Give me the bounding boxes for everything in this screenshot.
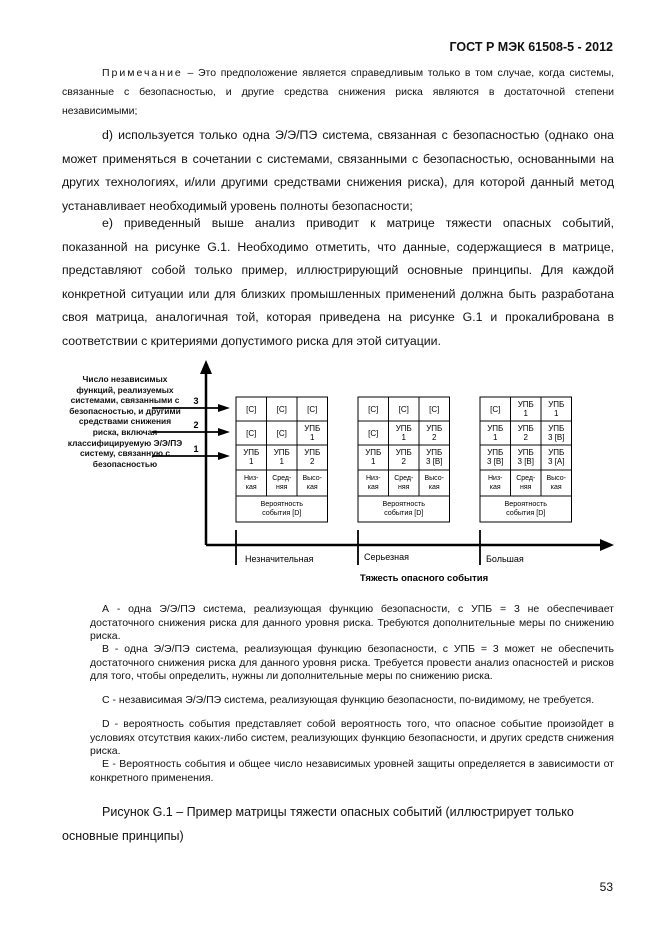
note-label: Примечание	[102, 67, 183, 79]
probability-header-text: Сред-няя	[272, 475, 292, 491]
matrix-cell-text: УПБ 1	[548, 400, 565, 418]
matrix-cell-text: УПБ 1	[487, 424, 504, 442]
y-axis-label: Число независимых функций, реализуемых системами, связанными с безопасностью, и другими средствами снижения риска, включая классифицируемую Э/Э/ПЭ систему, связанную с безопасностью	[67, 374, 183, 469]
matrix-cell-text: УПБ 1	[304, 424, 321, 442]
probability-header-cell	[419, 470, 450, 496]
level-arrow-head-3	[218, 404, 230, 412]
matrix-cell-text: [C]	[246, 405, 257, 414]
document-header: ГОСТ Р МЭК 61508-5 - 2012	[449, 40, 613, 54]
probability-header-cell	[297, 470, 328, 496]
matrix-1	[236, 397, 328, 522]
probability-label-text: Вероятность события [D]	[504, 499, 548, 517]
matrix-cell-text: [C]	[429, 405, 440, 414]
severity-label-1: Незначительная	[245, 554, 314, 564]
probability-label-text: Вероятность события [D]	[260, 499, 304, 517]
matrix-cell-text: УПБ 2	[395, 448, 412, 466]
matrix-cell-text: [C]	[398, 405, 409, 414]
probability-header-cell	[480, 470, 511, 496]
y-axis-arrow	[200, 360, 212, 374]
level-arrow-head-1	[218, 452, 230, 460]
level-number-2: 2	[193, 420, 199, 430]
probability-header-text: Высо-кая	[546, 475, 567, 491]
matrix-cell-text: УПБ 3 [B]	[517, 448, 534, 466]
probability-header-text: Низ-кая	[365, 475, 381, 491]
probability-header-text: Низ-кая	[243, 475, 259, 491]
legend-d: D - вероятность события представляет собой вероятность того, что опасное событие произойдет в условиях отсутствия каких-либо систем, реализующих функцию безопасности, и других средств снижения риска.	[90, 718, 614, 757]
severity-label-2: Серьезная	[364, 552, 409, 562]
paragraph-d: d) используется только одна Э/Э/ПЭ система, связанная с безопасностью (однако она может применяться в сочетании с системами, связанными с безопасностью, основанными на других технологиях, и/или другими средствами снижения риска), для которой данный метод устанавливает необходимый уровень полноты безопасности;	[62, 128, 614, 213]
probability-header-cell	[511, 470, 542, 496]
matrix-cell-text: [C]	[307, 405, 318, 414]
matrix-cell-text: УПБ 1	[365, 448, 382, 466]
probability-header-cell	[236, 470, 267, 496]
matrix-cell-text: [C]	[368, 429, 379, 438]
probability-header-text: Низ-кая	[487, 475, 503, 491]
probability-header-cell	[541, 470, 572, 496]
probability-header-text: Высо-кая	[424, 475, 445, 491]
matrix-cell-text: УПБ 3 [B]	[487, 448, 504, 466]
legend-a: А - одна Э/Э/ПЭ система, реализующая функцию безопасности, с УПБ = 3 не обеспечивает достаточного снижения риска для данного уровня риска. Требуются дополнительные меры по снижению риска.	[90, 603, 614, 642]
matrix-2	[358, 397, 450, 522]
matrix-cell-text: УПБ 1	[273, 448, 290, 466]
matrix-cell-text: [C]	[276, 429, 287, 438]
x-axis-label: Тяжесть опасного события	[359, 573, 489, 584]
matrix-cell-text: УПБ 2	[304, 448, 321, 466]
matrix-cell-text: УПБ 3 [B]	[426, 448, 443, 466]
matrix-cell-text: [C]	[490, 405, 501, 414]
probability-header-text: Сред-няя	[516, 475, 536, 491]
probability-header-cell	[389, 470, 420, 496]
probability-header-text: Высо-кая	[302, 475, 323, 491]
probability-header-cell	[358, 470, 389, 496]
matrix-cell-text: УПБ 3 [A]	[548, 448, 565, 466]
level-number-1: 1	[193, 444, 199, 454]
matrix-cell-text: УПБ 1	[395, 424, 412, 442]
matrix-cell-text: [C]	[246, 429, 257, 438]
figure-caption: Рисунок G.1 – Пример матрицы тяжести опасных событий (иллюстрирует только основные принципы)	[62, 805, 574, 843]
x-axis-arrow	[600, 539, 614, 551]
matrix-cell-text: УПБ 2	[426, 424, 443, 442]
level-number-3: 3	[193, 396, 199, 406]
matrix-cell-text: УПБ 2	[517, 424, 534, 442]
severity-label-3: Большая	[486, 554, 524, 564]
matrix-cell-text: [C]	[276, 405, 287, 414]
matrix-cell-text: [C]	[368, 405, 379, 414]
probability-label-text: Вероятность события [D]	[382, 499, 426, 517]
level-arrow-head-2	[218, 428, 230, 436]
probability-header-cell	[267, 470, 298, 496]
matrix-3	[480, 397, 572, 522]
paragraph-e: e) приведенный выше анализ приводит к матрице тяжести опасных событий, показанной на рисунке G.1. Необходимо отметить, что данные, содержащиеся в матрице, представляют собой только пример, иллюстрирующий основные принципы. Для каждой конкретной ситуации или для близких промышленных применений должна быть разработана своя матрица, аналогичная той, которая приведена на рисунке G.1 и прокалиброванa в соответствии с критериями допустимого риска для этой ситуации.	[62, 216, 614, 348]
matrix-cell-text: УПБ 1	[243, 448, 260, 466]
page-number: 53	[599, 880, 613, 894]
note-text: – Это предположение является справедливым только в том случае, когда системы, связанные с безопасностью, и другие средства снижения риска являются в достаточной степени независимыми;	[62, 67, 614, 117]
probability-header-text: Сред-няя	[394, 475, 414, 491]
matrix-cell-text: УПБ 1	[517, 400, 534, 418]
legend-e: Е - Вероятность события и общее число независимых уровней защиты определяется в зависимости от конкретного применения.	[90, 758, 614, 784]
legend-c: С - независимая Э/Э/ПЭ система, реализующая функцию безопасности, по-видимому, не требуется.	[102, 694, 595, 706]
legend-b: В - одна Э/Э/ПЭ система, реализующая функцию безопасности, с УПБ = 3 может не обеспечить достаточного снижения риска для данного уровня риска. Требуется провести анализ опасностей и рисков для того, чтобы определить, нужны ли дополнительные меры по снижению риска.	[90, 643, 614, 682]
matrix-cell-text: УПБ 3 [B]	[548, 424, 565, 442]
